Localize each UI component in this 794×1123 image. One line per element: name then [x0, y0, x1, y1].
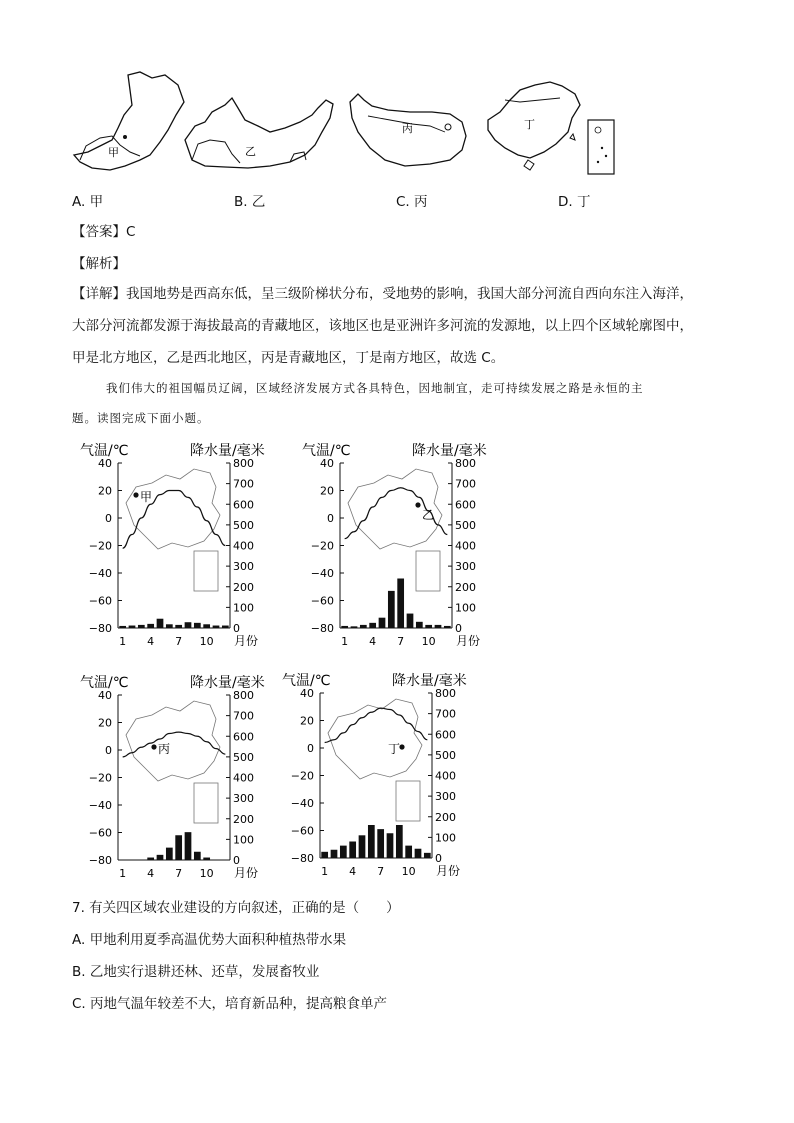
region-label: 甲 — [140, 490, 153, 504]
x-axis-label: 月份 — [436, 864, 461, 878]
china-map-inset — [126, 701, 220, 823]
y-right-tick-label: 500 — [233, 518, 254, 532]
x-tick-label: 7 — [175, 867, 183, 880]
y-left-tick-label: −20 — [310, 539, 334, 553]
y-left-tick-label: −80 — [290, 852, 314, 865]
y-right-label: 降水量/毫米 — [190, 443, 265, 459]
y-right-tick-label: 800 — [233, 689, 254, 702]
x-axis-label: 月份 — [234, 866, 259, 880]
y-right-tick-label: 400 — [455, 539, 476, 553]
detail-line-3: 甲是北方地区，乙是西北地区，丙是青藏地区，丁是南方地区，故选 C。 — [72, 350, 505, 366]
south-sea-inset — [194, 783, 218, 823]
y-right-label: 降水量/毫米 — [392, 673, 467, 689]
precip-bar — [138, 625, 145, 628]
analysis-tag: 【解析】 — [72, 256, 126, 272]
x-tick-label: 7 — [175, 635, 183, 648]
y-left-tick-label: 40 — [300, 687, 314, 700]
precip-bar — [331, 850, 338, 858]
climate-chart-jia — [78, 438, 293, 658]
question7-stem: 7. 有关四区域农业建设的方向叙述，正确的是（ ） — [72, 900, 400, 916]
precip-bar — [175, 835, 182, 860]
y-right-tick-label: 800 — [233, 457, 254, 470]
temperature-line — [325, 708, 428, 742]
x-tick-label: 10 — [401, 865, 416, 878]
x-tick-label: 4 — [147, 867, 155, 880]
precip-bar — [368, 825, 375, 858]
precip-bar — [424, 853, 431, 858]
china-map-inset — [348, 469, 442, 591]
region-label: 乙 — [422, 508, 435, 522]
option-b[interactable] — [234, 192, 265, 212]
precip-bar — [444, 626, 451, 628]
south-sea-inset — [416, 551, 440, 591]
y-right-tick-label: 400 — [233, 539, 254, 553]
precip-bar — [175, 625, 182, 628]
south-sea-inset — [396, 781, 420, 821]
precip-bar — [147, 858, 154, 860]
option-d[interactable] — [558, 192, 590, 212]
y-left-tick-label: −20 — [290, 769, 314, 783]
y-right-tick-label: 300 — [435, 790, 456, 804]
y-left-label: 气温/℃ — [282, 673, 331, 689]
map-label-jia: 甲 — [108, 146, 119, 159]
y-right-tick-label: 200 — [233, 580, 254, 594]
precip-bar — [349, 842, 356, 859]
precip-bar — [407, 614, 414, 628]
intro-line-1: 我们伟大的祖国幅员辽阔，区域经济发展方式各具特色，因地制宜，走可持续发展之路是永恒的主 — [106, 381, 644, 395]
y-right-tick-label: 700 — [435, 707, 456, 721]
precip-bar — [157, 619, 164, 628]
china-map-inset — [126, 469, 220, 591]
y-right-tick-label: 0 — [233, 854, 240, 867]
china-map-inset — [328, 699, 422, 821]
y-right-tick-label: 800 — [435, 687, 456, 700]
y-left-tick-label: −40 — [88, 567, 112, 580]
precip-bar — [213, 626, 220, 628]
y-left-label: 气温/℃ — [80, 675, 129, 691]
precip-bar — [369, 623, 376, 628]
precip-bar — [351, 626, 358, 628]
region-marker — [399, 744, 404, 749]
precip-bar — [405, 846, 412, 858]
y-right-tick-label: 600 — [435, 728, 456, 742]
y-left-tick-label: −80 — [310, 622, 334, 635]
region-marker — [415, 502, 420, 507]
y-right-tick-label: 600 — [233, 730, 254, 744]
y-right-tick-label: 700 — [455, 477, 476, 491]
x-tick-label: 4 — [369, 635, 377, 648]
region-maps-strip — [0, 60, 794, 190]
x-axis-label: 月份 — [456, 634, 481, 648]
precip-bar — [359, 835, 366, 858]
x-tick-label: 10 — [199, 635, 214, 648]
y-right-tick-label: 0 — [455, 622, 462, 635]
option-text: 丁 — [576, 194, 591, 210]
y-right-tick-label: 500 — [233, 750, 254, 764]
precip-bar — [341, 626, 348, 628]
precip-bar — [222, 626, 229, 628]
y-left-tick-label: −20 — [88, 771, 112, 785]
precip-bar — [157, 855, 164, 860]
temperature-line — [123, 491, 226, 549]
y-right-tick-label: 500 — [455, 518, 476, 532]
x-tick-label: 1 — [119, 867, 127, 880]
y-left-tick-label: 20 — [98, 484, 112, 498]
region-marker — [151, 744, 156, 749]
y-right-tick-label: 500 — [435, 748, 456, 762]
y-left-tick-label: 0 — [105, 512, 112, 525]
question7-option-c[interactable]: C. 丙地气温年较差不大，培育新品种，提高粮食单产 — [72, 996, 388, 1012]
map-label-yi: 乙 — [245, 145, 256, 158]
map-label-bing: 丙 — [402, 122, 413, 135]
region-label: 丁 — [388, 742, 401, 756]
y-left-tick-label: 0 — [105, 744, 112, 757]
y-left-tick-label: 40 — [98, 689, 112, 702]
y-left-tick-label: −40 — [310, 567, 334, 580]
precip-bar — [185, 832, 192, 860]
climate-chart-bing — [78, 670, 293, 890]
question7-option-a[interactable]: A. 甲地利用夏季高温优势大面积种植热带水果 — [72, 932, 347, 948]
y-right-tick-label: 200 — [435, 810, 456, 824]
y-right-tick-label: 400 — [233, 771, 254, 785]
precip-bar — [166, 848, 173, 860]
y-right-tick-label: 100 — [233, 833, 254, 847]
answer-value: C — [126, 224, 136, 240]
map-ding — [488, 82, 614, 174]
precip-bar — [203, 624, 210, 628]
y-left-tick-label: −60 — [310, 594, 334, 608]
option-letter: C. — [396, 194, 410, 210]
y-left-tick-label: 20 — [320, 484, 334, 498]
map-label-ding: 丁 — [524, 118, 535, 131]
region-maps-svg — [0, 60, 794, 190]
y-left-tick-label: 20 — [300, 714, 314, 728]
temperature-line — [123, 732, 226, 757]
option-letter: A. — [72, 194, 86, 210]
option-a[interactable] — [72, 192, 103, 212]
china-outline — [126, 701, 220, 781]
y-left-tick-label: 40 — [98, 457, 112, 470]
x-tick-label: 10 — [421, 635, 436, 648]
option-letter: B. — [234, 194, 248, 210]
x-tick-label: 7 — [397, 635, 405, 648]
option-letter: D. — [558, 194, 573, 210]
y-left-tick-label: 20 — [98, 716, 112, 730]
y-right-tick-label: 200 — [455, 580, 476, 594]
precip-bar — [397, 579, 404, 629]
y-left-tick-label: −80 — [88, 854, 112, 867]
question7-option-b[interactable]: B. 乙地实行退耕还林、还草，发展畜牧业 — [72, 964, 320, 980]
y-right-tick-label: 300 — [233, 792, 254, 806]
precip-bar — [388, 591, 395, 628]
option-c[interactable] — [396, 192, 428, 212]
y-right-tick-label: 300 — [233, 560, 254, 574]
y-right-tick-label: 100 — [455, 601, 476, 615]
option-text: 甲 — [89, 194, 104, 210]
y-right-tick-label: 400 — [435, 769, 456, 783]
climate-chart-yi — [300, 438, 515, 658]
x-tick-label: 4 — [349, 865, 357, 878]
precip-bar — [396, 825, 403, 858]
precip-bar — [119, 626, 126, 628]
y-left-tick-label: −40 — [290, 797, 314, 810]
map-jia — [74, 72, 184, 170]
y-left-tick-label: 0 — [327, 512, 334, 525]
y-left-tick-label: 0 — [307, 742, 314, 755]
precip-bar — [340, 846, 347, 858]
south-sea-inset — [194, 551, 218, 591]
y-right-tick-label: 700 — [233, 477, 254, 491]
x-tick-label: 1 — [341, 635, 349, 648]
precip-bar — [194, 852, 201, 860]
y-right-tick-label: 600 — [233, 498, 254, 512]
y-right-tick-label: 800 — [455, 457, 476, 470]
y-left-tick-label: 40 — [320, 457, 334, 470]
detail-line-1: 【详解】我国地势是西高东低，呈三级阶梯状分布，受地势的影响，我国大部分河流自西向东注入海洋， — [72, 286, 693, 302]
region-marker — [133, 492, 138, 497]
map-bing — [350, 94, 466, 166]
region-label: 丙 — [158, 742, 171, 756]
y-left-tick-label: −80 — [88, 622, 112, 635]
precip-bar — [360, 625, 367, 628]
precip-bar — [387, 833, 394, 858]
climate-chart-ding — [280, 668, 510, 888]
x-axis-label: 月份 — [234, 634, 259, 648]
x-tick-label: 1 — [321, 865, 329, 878]
precip-bar — [185, 622, 192, 628]
precip-bar — [194, 623, 201, 628]
precip-bar — [203, 858, 210, 860]
answer-line — [72, 222, 135, 242]
option-text: 丙 — [414, 194, 428, 210]
precip-bar — [321, 852, 328, 858]
option-text: 乙 — [251, 194, 266, 210]
intro-line-2: 题。读图完成下面小题。 — [72, 411, 210, 425]
y-right-label: 降水量/毫米 — [190, 675, 265, 691]
precip-bar — [415, 849, 422, 858]
y-left-tick-label: −40 — [88, 799, 112, 812]
precip-bar — [425, 625, 432, 628]
precip-bar — [147, 624, 154, 628]
y-right-label: 降水量/毫米 — [412, 443, 487, 459]
y-left-label: 气温/℃ — [80, 443, 129, 459]
x-tick-label: 7 — [377, 865, 385, 878]
x-tick-label: 10 — [199, 867, 214, 880]
y-left-tick-label: −60 — [290, 824, 314, 838]
y-right-tick-label: 0 — [435, 852, 442, 865]
precip-bar — [129, 626, 136, 628]
detail-line-2: 大部分河流都发源于海拔最高的青藏地区，该地区也是亚洲许多河流的发源地，以上四个区域轮廓图中， — [72, 318, 693, 334]
y-right-tick-label: 700 — [233, 709, 254, 723]
answer-tag: 【答案】 — [72, 224, 126, 240]
x-tick-label: 1 — [119, 635, 127, 648]
y-left-label: 气温/℃ — [302, 443, 351, 459]
precip-bar — [379, 618, 386, 628]
map-yi — [185, 98, 333, 168]
y-left-tick-label: −20 — [88, 539, 112, 553]
y-left-tick-label: −60 — [88, 826, 112, 840]
precip-bar — [435, 625, 442, 628]
y-right-tick-label: 200 — [233, 812, 254, 826]
china-outline — [126, 469, 220, 549]
x-tick-label: 4 — [147, 635, 155, 648]
precip-bar — [416, 622, 423, 628]
precip-bar — [377, 829, 384, 858]
y-left-tick-label: −60 — [88, 594, 112, 608]
y-right-tick-label: 0 — [233, 622, 240, 635]
y-right-tick-label: 100 — [435, 831, 456, 845]
y-right-tick-label: 300 — [455, 560, 476, 574]
precip-bar — [166, 624, 173, 628]
y-right-tick-label: 100 — [233, 601, 254, 615]
y-right-tick-label: 600 — [455, 498, 476, 512]
